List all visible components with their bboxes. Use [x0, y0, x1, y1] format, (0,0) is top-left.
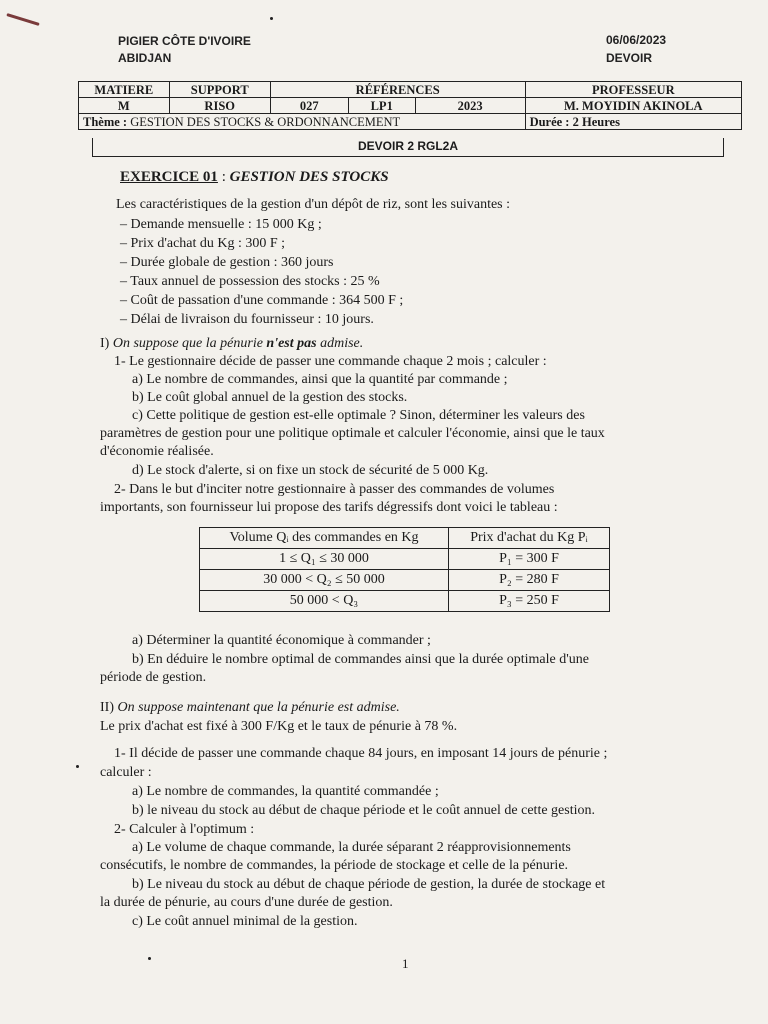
- exam-type: DEVOIR: [606, 51, 653, 65]
- question: d'économie réalisée.: [100, 444, 214, 459]
- question: b) Le coût global annuel de la gestion des stocks.: [132, 390, 408, 405]
- part2-heading-text: On suppose maintenant que la pénurie est admise.: [117, 700, 400, 715]
- devoir-title: DEVOIR 2 RGL2A: [92, 138, 724, 157]
- theme-cell: [79, 114, 526, 130]
- question: 1- Le gestionnaire décide de passer une commande chaque 2 mois ; calculer :: [114, 354, 547, 369]
- school-city: ABIDJAN: [118, 51, 172, 65]
- question: paramètres de gestion pour une politique optimale et calculer l'économie, ainsi que le taux: [100, 426, 605, 441]
- question: b) le niveau du stock au début de chaque période et le coût annuel de cette gestion.: [132, 803, 595, 818]
- value-matiere: M: [79, 98, 170, 114]
- question: d) Le stock d'alerte, si on fixe un stock de sécurité de 5 000 Kg.: [132, 463, 489, 478]
- page-number: 1: [402, 956, 409, 971]
- question: a) Déterminer la quantité économique à commander ;: [132, 633, 431, 648]
- theme-label: Thème :: [83, 114, 128, 129]
- question: a) Le nombre de commandes, la quantité commandée ;: [132, 784, 439, 799]
- question: c) Le coût annuel minimal de la gestion.: [132, 914, 358, 929]
- question: la durée de pénurie, au cours d'une durée de gestion.: [100, 895, 393, 910]
- tarif-table: [199, 527, 610, 612]
- intro-text: Les caractéristiques de la gestion d'un dépôt de riz, sont les suivantes :: [116, 197, 511, 212]
- col-matiere: MATIERE: [79, 82, 170, 98]
- question: 2- Dans le but d'inciter notre gestionnaire à passer des commandes de volumes: [114, 482, 555, 497]
- duree-label: Durée :: [529, 114, 570, 129]
- value-ref1: 027: [270, 98, 348, 114]
- part2-prefix: II): [100, 700, 118, 715]
- tarif-prix: P₂ = 280 F: [449, 570, 610, 591]
- question: a) Le volume de chaque commande, la durée séparant 2 réapprovisionnements: [132, 840, 571, 855]
- data-item: – Taux annuel de possession des stocks : 25 %: [120, 274, 380, 289]
- exercise-label: EXERCICE 01: [120, 169, 218, 185]
- exercise-name: GESTION DES STOCKS: [229, 169, 389, 185]
- part1-heading: [100, 335, 363, 352]
- scan-dot: [76, 765, 79, 768]
- duree-cell: [525, 114, 741, 130]
- date-header: [606, 31, 666, 67]
- part1-heading-b: n'est pas: [266, 336, 317, 351]
- tarif-header-volume: Volume Qᵢ des commandes en Kg: [200, 528, 449, 549]
- scan-scratch-mark: [6, 13, 39, 26]
- theme-value: GESTION DES STOCKS & ORDONNANCEMENT: [130, 114, 401, 129]
- scan-dot: [270, 17, 273, 20]
- part1-prefix: I): [100, 336, 113, 351]
- tarif-prix: P₁ = 300 F: [449, 549, 610, 570]
- question: c) Cette politique de gestion est-elle optimale ? Sinon, déterminer les valeurs des: [132, 408, 585, 423]
- question: période de gestion.: [100, 670, 207, 685]
- reference-table: [78, 81, 742, 130]
- question: b) Le niveau du stock au début de chaque période de gestion, la durée de stockage et: [132, 877, 606, 892]
- col-professeur: PROFESSEUR: [525, 82, 741, 98]
- tarif-volume: 1 ≤ Q₁ ≤ 30 000: [200, 549, 449, 570]
- data-item: – Délai de livraison du fournisseur : 10 jours.: [120, 312, 374, 327]
- question: importants, son fournisseur lui propose des tarifs dégressifs dont voici le tableau :: [100, 500, 558, 515]
- value-ref3: 2023: [415, 98, 525, 114]
- exercise-separator: :: [217, 169, 230, 185]
- data-item: – Coût de passation d'une commande : 364 500 F ;: [120, 293, 404, 308]
- data-item: – Durée globale de gestion : 360 jours: [120, 255, 334, 270]
- tarif-header-prix: Prix d'achat du Kg Pᵢ: [449, 528, 610, 549]
- part2-intro: Le prix d'achat est fixé à 300 F/Kg et le taux de pénurie à 78 %.: [100, 719, 458, 734]
- col-references: RÉFÉRENCES: [270, 82, 525, 98]
- tarif-prix: P₃ = 250 F: [449, 591, 610, 612]
- school-header: [118, 33, 251, 67]
- question: 2- Calculer à l'optimum :: [114, 822, 255, 837]
- part2-heading: [100, 699, 400, 716]
- duree-value: 2 Heures: [572, 114, 620, 129]
- col-support: SUPPORT: [169, 82, 270, 98]
- question: b) En déduire le nombre optimal de commandes ainsi que la durée optimale d'une: [132, 652, 589, 667]
- part1-heading-c: admise.: [316, 336, 364, 351]
- scan-dot: [148, 957, 151, 960]
- data-item: – Demande mensuelle : 15 000 Kg ;: [120, 217, 322, 232]
- value-support: RISO: [169, 98, 270, 114]
- tarif-volume: 30 000 < Q₂ ≤ 50 000: [200, 570, 449, 591]
- value-professeur: M. MOYIDIN AKINOLA: [525, 98, 741, 114]
- exercise-title: [120, 169, 389, 186]
- value-ref2: LP1: [348, 98, 415, 114]
- data-item: – Prix d'achat du Kg : 300 F ;: [120, 236, 286, 251]
- question: calculer :: [100, 765, 152, 780]
- tarif-volume: 50 000 < Q₃: [200, 591, 449, 612]
- question: 1- Il décide de passer une commande chaque 84 jours, en imposant 14 jours de pénurie ;: [114, 746, 608, 761]
- part1-heading-a: On suppose que la pénurie: [112, 336, 267, 351]
- exam-date: 06/06/2023: [606, 33, 667, 47]
- question: a) Le nombre de commandes, ainsi que la quantité par commande ;: [132, 372, 508, 387]
- school-name: PIGIER CÔTE D'IVOIRE: [118, 34, 251, 48]
- question: consécutifs, le nombre de commandes, la période de stockage et celle de la pénurie.: [100, 858, 569, 873]
